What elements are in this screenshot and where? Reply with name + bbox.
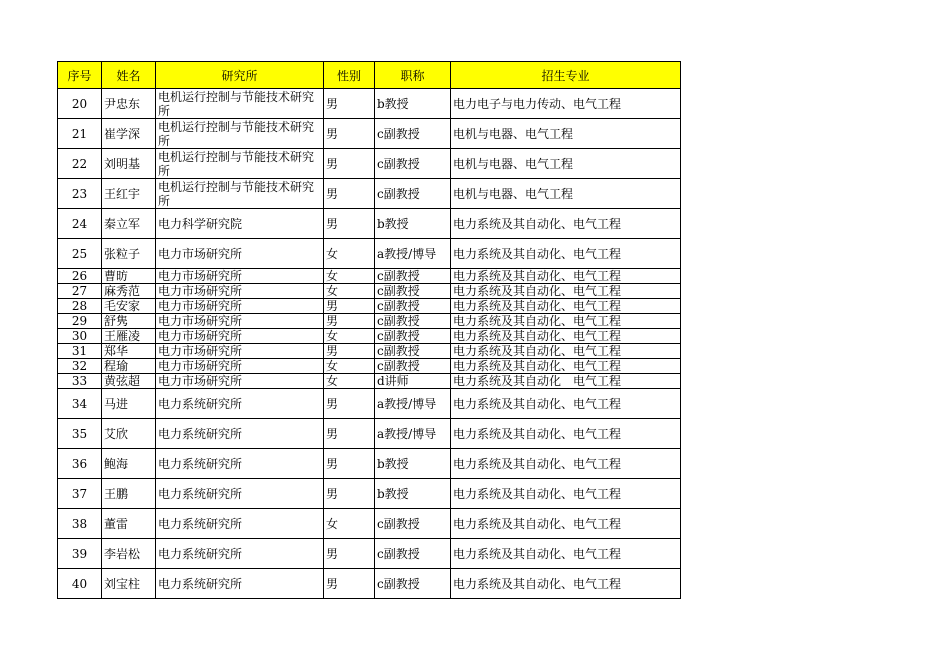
cell-institute: 电力系统研究所 (156, 569, 324, 599)
cell-no: 26 (58, 269, 102, 284)
cell-major: 电力系统及其自动化、电气工程 (451, 284, 681, 299)
cell-institute: 电机运行控制与节能技术研究所 (156, 89, 324, 119)
cell-institute: 电力系统研究所 (156, 509, 324, 539)
header-institute: 研究所 (156, 62, 324, 89)
cell-name: 麻秀范 (102, 284, 156, 299)
table-row (58, 479, 681, 509)
cell-no: 20 (58, 89, 102, 119)
cell-gender: 女 (324, 359, 375, 374)
cell-title: b教授 (375, 209, 451, 239)
cell-name: 艾欣 (102, 419, 156, 449)
table-row (58, 149, 681, 179)
cell-institute: 电力系统研究所 (156, 449, 324, 479)
cell-major: 电力系统及其自动化、电气工程 (451, 509, 681, 539)
cell-title: c副教授 (375, 119, 451, 149)
cell-name: 舒隽 (102, 314, 156, 329)
cell-institute: 电机运行控制与节能技术研究所 (156, 119, 324, 149)
cell-no: 38 (58, 509, 102, 539)
cell-no: 27 (58, 284, 102, 299)
cell-name: 尹忠东 (102, 89, 156, 119)
cell-no: 25 (58, 239, 102, 269)
cell-institute: 电力系统研究所 (156, 419, 324, 449)
cell-major: 电力系统及其自动化、电气工程 (451, 239, 681, 269)
cell-major: 电机与电器、电气工程 (451, 149, 681, 179)
cell-major: 电力系统及其自动化、电气工程 (451, 329, 681, 344)
cell-name: 刘明基 (102, 149, 156, 179)
cell-name: 秦立军 (102, 209, 156, 239)
cell-title: c副教授 (375, 569, 451, 599)
table-row (58, 569, 681, 599)
cell-no: 31 (58, 344, 102, 359)
cell-name: 刘宝柱 (102, 569, 156, 599)
cell-title: a教授/博导 (375, 389, 451, 419)
cell-gender: 男 (324, 539, 375, 569)
cell-title: b教授 (375, 89, 451, 119)
table-row (58, 179, 681, 209)
cell-no: 21 (58, 119, 102, 149)
cell-no: 34 (58, 389, 102, 419)
cell-title: c副教授 (375, 509, 451, 539)
cell-title: c副教授 (375, 149, 451, 179)
cell-major: 电力系统及其自动化、电气工程 (451, 449, 681, 479)
cell-name: 王雁凌 (102, 329, 156, 344)
cell-title: c副教授 (375, 314, 451, 329)
cell-institute: 电力市场研究所 (156, 299, 324, 314)
cell-title: c副教授 (375, 359, 451, 374)
cell-name: 郑华 (102, 344, 156, 359)
header-title: 职称 (375, 62, 451, 89)
header-row (58, 62, 681, 89)
cell-no: 24 (58, 209, 102, 239)
cell-major: 电力电子与电力传动、电气工程 (451, 89, 681, 119)
header-name: 姓名 (102, 62, 156, 89)
table-row (58, 359, 681, 374)
cell-name: 张粒子 (102, 239, 156, 269)
cell-major: 电力系统及其自动化 电气工程 (451, 374, 681, 389)
table-row (58, 314, 681, 329)
cell-title: c副教授 (375, 344, 451, 359)
cell-title: b教授 (375, 449, 451, 479)
table-row (58, 449, 681, 479)
cell-title: c副教授 (375, 284, 451, 299)
cell-no: 35 (58, 419, 102, 449)
cell-title: b教授 (375, 479, 451, 509)
table-row (58, 539, 681, 569)
cell-major: 电力系统及其自动化、电气工程 (451, 419, 681, 449)
cell-gender: 女 (324, 284, 375, 299)
cell-gender: 女 (324, 374, 375, 389)
cell-gender: 男 (324, 479, 375, 509)
cell-institute: 电力市场研究所 (156, 329, 324, 344)
cell-name: 曹昉 (102, 269, 156, 284)
cell-gender: 男 (324, 179, 375, 209)
cell-title: c副教授 (375, 269, 451, 284)
cell-gender: 男 (324, 389, 375, 419)
cell-gender: 女 (324, 329, 375, 344)
table-row (58, 119, 681, 149)
table-row (58, 269, 681, 284)
cell-institute: 电力市场研究所 (156, 344, 324, 359)
cell-major: 电力系统及其自动化、电气工程 (451, 314, 681, 329)
cell-no: 39 (58, 539, 102, 569)
cell-no: 29 (58, 314, 102, 329)
table-row (58, 299, 681, 314)
table-row (58, 344, 681, 359)
table-row (58, 284, 681, 299)
cell-institute: 电机运行控制与节能技术研究所 (156, 149, 324, 179)
header-gender: 性别 (324, 62, 375, 89)
cell-institute: 电力系统研究所 (156, 539, 324, 569)
cell-name: 黄弦超 (102, 374, 156, 389)
cell-gender: 男 (324, 344, 375, 359)
cell-gender: 男 (324, 299, 375, 314)
cell-institute: 电力市场研究所 (156, 239, 324, 269)
cell-institute: 电力市场研究所 (156, 314, 324, 329)
cell-title: a教授/博导 (375, 239, 451, 269)
cell-name: 董雷 (102, 509, 156, 539)
cell-gender: 女 (324, 269, 375, 284)
cell-major: 电力系统及其自动化、电气工程 (451, 209, 681, 239)
table-row (58, 374, 681, 389)
table-row (58, 209, 681, 239)
cell-title: a教授/博导 (375, 419, 451, 449)
cell-no: 23 (58, 179, 102, 209)
cell-no: 33 (58, 374, 102, 389)
cell-gender: 男 (324, 149, 375, 179)
cell-major: 电力系统及其自动化、电气工程 (451, 539, 681, 569)
cell-no: 32 (58, 359, 102, 374)
cell-no: 28 (58, 299, 102, 314)
cell-name: 崔学深 (102, 119, 156, 149)
cell-institute: 电力市场研究所 (156, 284, 324, 299)
cell-title: c副教授 (375, 179, 451, 209)
cell-institute: 电力系统研究所 (156, 479, 324, 509)
table-row (58, 509, 681, 539)
cell-title: c副教授 (375, 539, 451, 569)
cell-major: 电力系统及其自动化、电气工程 (451, 299, 681, 314)
cell-title: c副教授 (375, 329, 451, 344)
cell-name: 李岩松 (102, 539, 156, 569)
cell-no: 40 (58, 569, 102, 599)
cell-no: 30 (58, 329, 102, 344)
cell-gender: 男 (324, 419, 375, 449)
cell-name: 王鹏 (102, 479, 156, 509)
cell-title: d讲师 (375, 374, 451, 389)
cell-gender: 男 (324, 209, 375, 239)
header-major: 招生专业 (451, 62, 681, 89)
cell-gender: 男 (324, 314, 375, 329)
cell-institute: 电力系统研究所 (156, 389, 324, 419)
cell-gender: 女 (324, 239, 375, 269)
cell-major: 电力系统及其自动化、电气工程 (451, 359, 681, 374)
cell-major: 电力系统及其自动化、电气工程 (451, 389, 681, 419)
cell-gender: 男 (324, 119, 375, 149)
cell-institute: 电力市场研究所 (156, 269, 324, 284)
cell-no: 36 (58, 449, 102, 479)
cell-no: 22 (58, 149, 102, 179)
cell-gender: 女 (324, 509, 375, 539)
header-no: 序号 (58, 62, 102, 89)
cell-major: 电力系统及其自动化、电气工程 (451, 344, 681, 359)
cell-name: 鲍海 (102, 449, 156, 479)
cell-gender: 男 (324, 569, 375, 599)
table-row (58, 89, 681, 119)
faculty-table (57, 61, 681, 599)
table-row (58, 329, 681, 344)
table-row (58, 389, 681, 419)
cell-name: 毛安家 (102, 299, 156, 314)
table-row (58, 419, 681, 449)
cell-title: c副教授 (375, 299, 451, 314)
cell-major: 电力系统及其自动化、电气工程 (451, 479, 681, 509)
cell-name: 王红宇 (102, 179, 156, 209)
cell-gender: 男 (324, 89, 375, 119)
cell-institute: 电力科学研究院 (156, 209, 324, 239)
cell-name: 马进 (102, 389, 156, 419)
table-row (58, 239, 681, 269)
cell-gender: 男 (324, 449, 375, 479)
cell-no: 37 (58, 479, 102, 509)
cell-major: 电机与电器、电气工程 (451, 119, 681, 149)
cell-name: 程瑜 (102, 359, 156, 374)
cell-institute: 电力市场研究所 (156, 374, 324, 389)
cell-major: 电力系统及其自动化、电气工程 (451, 569, 681, 599)
cell-major: 电机与电器、电气工程 (451, 179, 681, 209)
cell-institute: 电力市场研究所 (156, 359, 324, 374)
cell-institute: 电机运行控制与节能技术研究所 (156, 179, 324, 209)
cell-major: 电力系统及其自动化、电气工程 (451, 269, 681, 284)
